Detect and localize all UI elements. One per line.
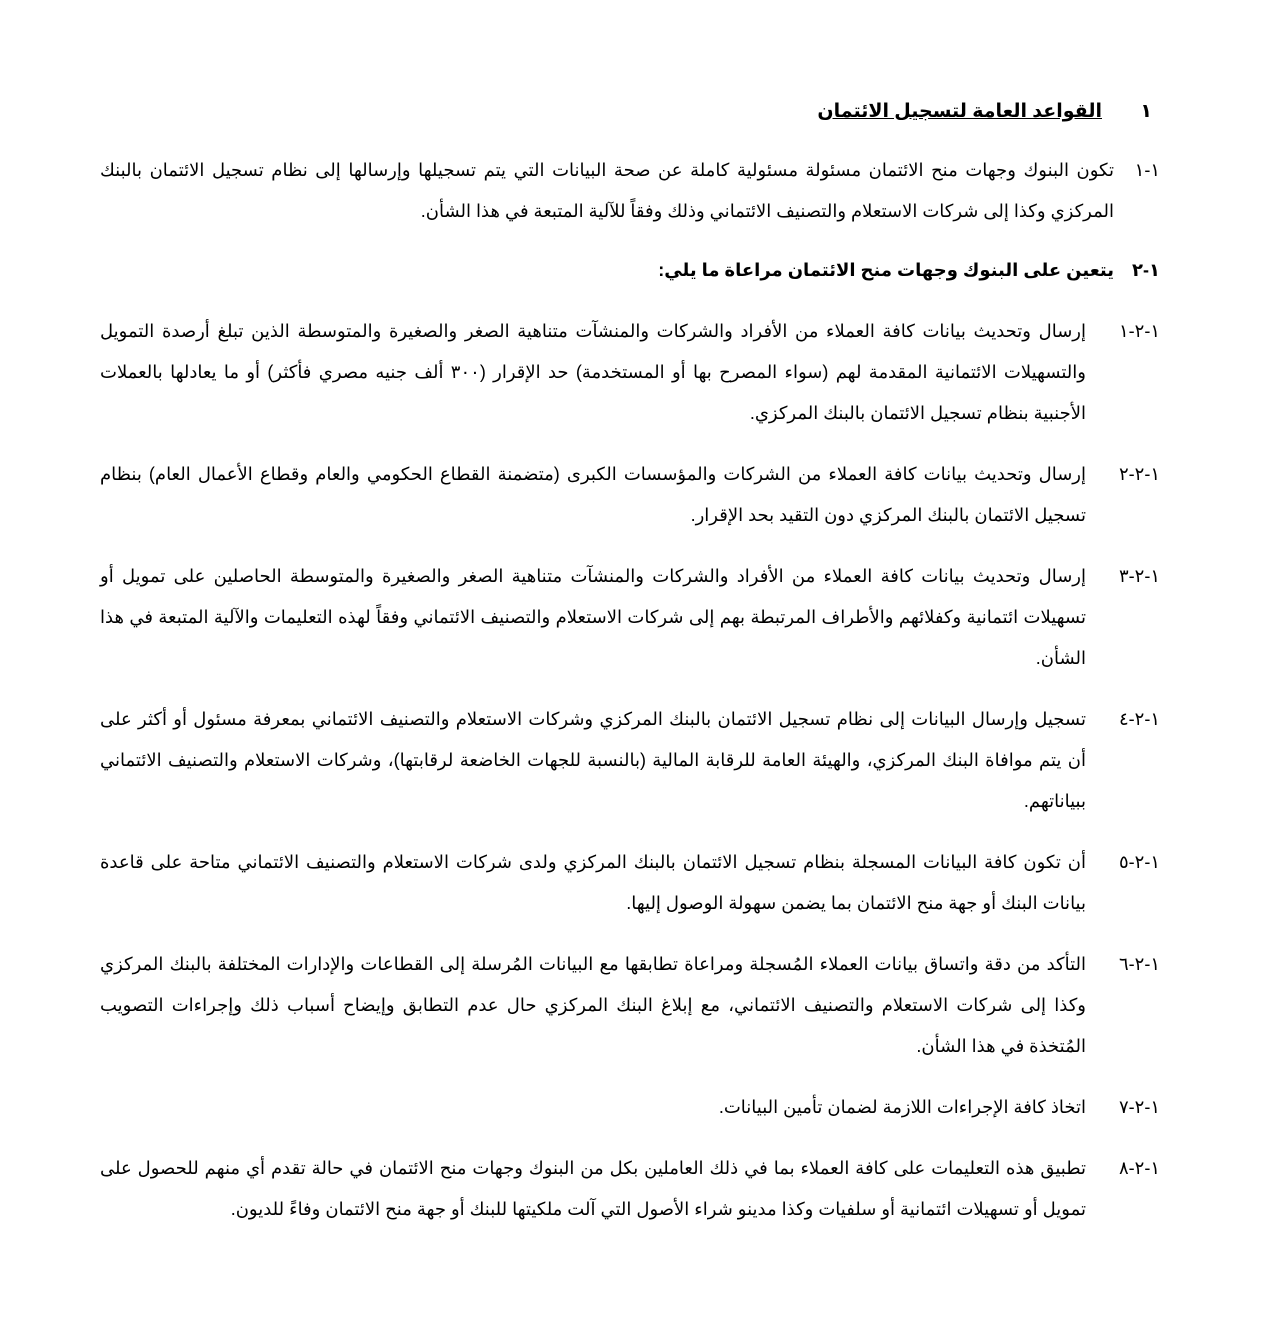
subclause-text: أن تكون كافة البيانات المسجلة بنظام تسجيل الائتمان بالبنك المركزي ولدى شركات الاستعلام والتصنيف الائتماني متاحة على قاعدة بيانات البنك أو جهة منح الائتمان بما يضمن سهولة الوصول إليها. — [100, 852, 1086, 913]
clause-1-1 — [100, 150, 1160, 232]
subclause-1-2-5 — [100, 842, 1160, 924]
subclause-1-2-3 — [100, 556, 1160, 679]
section-number: ١ — [1140, 101, 1152, 122]
subclause-text: التأكد من دقة واتساق بيانات العملاء المُسجلة ومراعاة تطابقها مع البيانات المُرسلة إلى القطاعات والإدارات المختلفة بالبنك المركزي وكذا إلى شركات الاستعلام والتصنيف الائتماني، مع إبلاغ البنك المركزي حال عدم التطابق وإيضاح أسباب ذلك وإجراءات التصويب المُتخذة في هذا الشأن. — [100, 954, 1086, 1056]
subclause-1-2-2 — [100, 454, 1160, 536]
subclause-1-2-8 — [100, 1148, 1160, 1230]
subclause-number: ١-٢-٤ — [1118, 709, 1160, 729]
subclause-number: ١-٢-٧ — [1118, 1097, 1160, 1117]
subclause-number: ١-٢-٥ — [1118, 852, 1160, 872]
subclause-number: ١-٢-٦ — [1118, 954, 1160, 974]
section-heading — [100, 100, 1160, 140]
subclause-number: ١-٢-١ — [1118, 321, 1160, 341]
clause-number: ١-٢ — [1132, 260, 1160, 280]
subclause-1-2-4 — [100, 699, 1160, 822]
subclause-number: ١-٢-٢ — [1118, 464, 1160, 484]
subclause-text: إرسال وتحديث بيانات كافة العملاء من الشركات والمؤسسات الكبرى (متضمنة القطاع الحكومي والعام وقطاع الأعمال العام) بنظام تسجيل الائتمان بالبنك المركزي دون التقيد بحد الإقرار. — [100, 464, 1086, 525]
section-title: القواعد العامة لتسجيل الائتمان — [817, 101, 1102, 122]
subclause-text: إرسال وتحديث بيانات كافة العملاء من الأفراد والشركات والمنشآت متناهية الصغر والصغيرة والمتوسطة الذين تبلغ أرصدة التمويل والتسهيلات الائتمانية المقدمة لهم (سواء المصرح بها أو المستخدمة) حد الإقرار (٣٠٠ ألف جنيه مصري فأكثر) أو ما يعادلها بالعملات الأجنبية بنظام تسجيل الائتمان بالبنك المركزي. — [100, 321, 1086, 423]
subclause-number: ١-٢-٣ — [1118, 566, 1160, 586]
subclause-1-2-1 — [100, 311, 1160, 434]
subclause-text: إرسال وتحديث بيانات كافة العملاء من الأفراد والشركات والمنشآت متناهية الصغر والصغيرة والمتوسطة الحاصلين على تمويل أو تسهيلات ائتمانية وكفلائهم والأطراف المرتبطة بهم إلى شركات الاستعلام والتصنيف الائتماني وفقاً لهذه التعليمات والآلية المتبعة في هذا الشأن. — [100, 566, 1086, 668]
clause-text: تكون البنوك وجهات منح الائتمان مسئولة مسئولية كاملة عن صحة البيانات التي يتم تسجيلها وإرسالها إلى نظام تسجيل الائتمان بالبنك المركزي وكذا إلى شركات الاستعلام والتصنيف الائتماني وذلك وفقاً للآلية المتبعة في هذا الشأن. — [100, 160, 1114, 221]
document-page — [100, 100, 1160, 1230]
subclause-number: ١-٢-٨ — [1118, 1158, 1160, 1178]
subclause-1-2-7 — [100, 1087, 1160, 1128]
subclause-text: اتخاذ كافة الإجراءات اللازمة لضمان تأمين البيانات. — [718, 1097, 1086, 1117]
subclause-text: تطبيق هذه التعليمات على كافة العملاء بما في ذلك العاملين بكل من البنوك وجهات منح الائتمان في حالة تقدم أي منهم للحصول على تمويل أو تسهيلات ائتمانية أو سلفيات وكذا مدينو شراء الأصول التي آلت ملكيتها للبنك أو جهة منح الائتمان وفاءً للديون. — [100, 1158, 1086, 1219]
clause-text: يتعين على البنوك وجهات منح الائتمان مراعاة ما يلي: — [658, 260, 1114, 280]
clause-number: ١-١ — [1134, 160, 1160, 180]
subclause-text: تسجيل وإرسال البيانات إلى نظام تسجيل الائتمان بالبنك المركزي وشركات الاستعلام والتصنيف الائتماني بمعرفة مسئول أو أكثر على أن يتم موافاة البنك المركزي، والهيئة العامة للرقابة المالية (بالنسبة للجهات الخاضعة لرقابتها)، وشركات الاستعلام والتصنيف الائتماني ببياناتهم. — [100, 709, 1086, 811]
subclause-1-2-6 — [100, 944, 1160, 1067]
clause-1-2 — [100, 250, 1160, 291]
